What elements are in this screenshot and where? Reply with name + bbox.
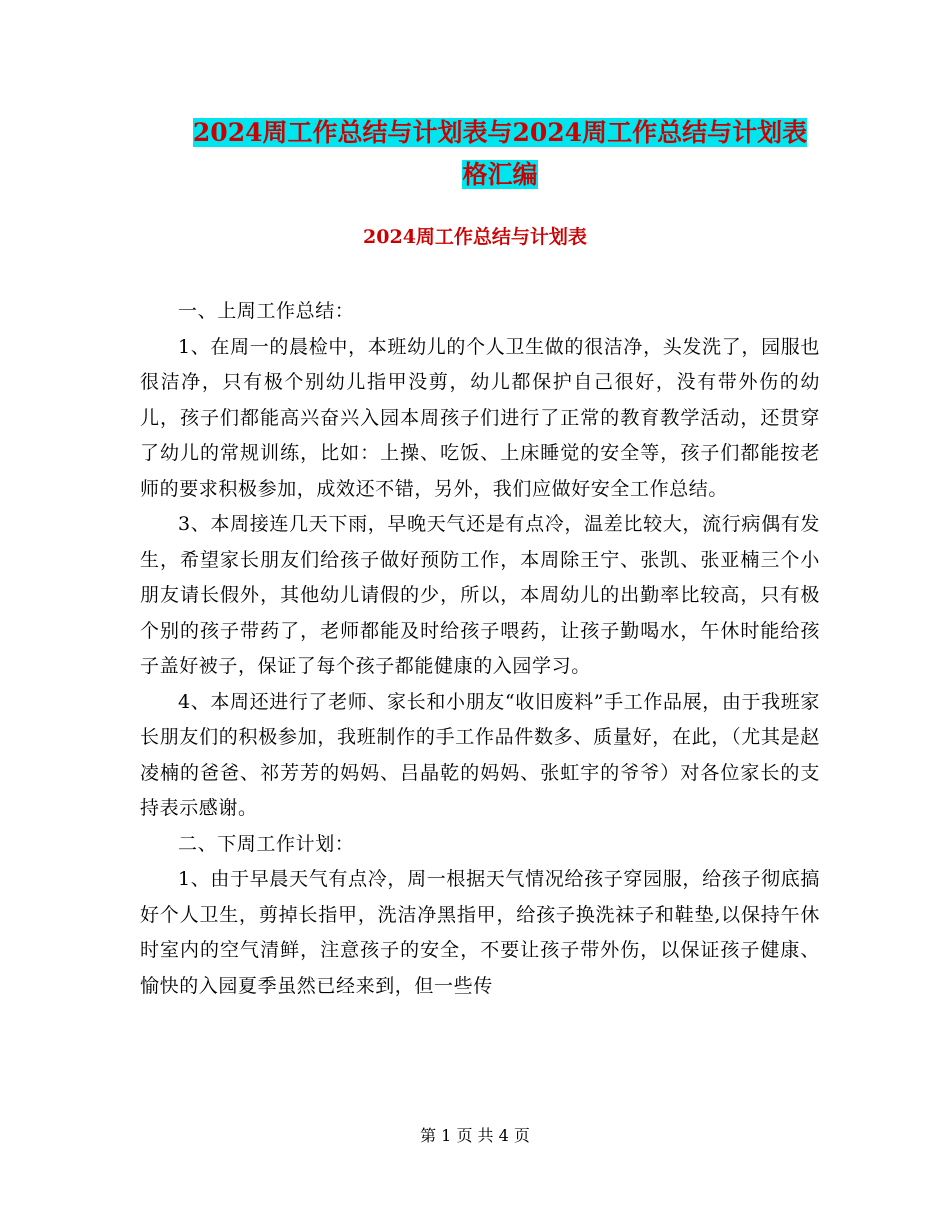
document-body: [140, 294, 820, 1004]
paragraph: 1、由于早晨天气有点冷，周一根据天气情况给孩子穿园服，给孩子彻底搞好个人卫生，剪掉长指甲，洗洁净黑指甲，给孩子换洗袜子和鞋垫,以保持午休时室内的空气清鲜，注意孩子的安全，不要让孩子带外伤，以保证孩子健康、愉快的入园夏季虽然已经来到，但一些传: [140, 868, 820, 997]
paragraph: 3、本周接连几天下雨，早晚天气还是有点冷，温差比较大，流行病偶有发生，希望家长朋友们给孩子做好预防工作，本周除王宁、张凯、张亚楠三个小朋友请长假外，其他幼儿请假的少，所以，本周幼儿的出勤率比较高，只有极个别的孩子带药了，老师都能及时给孩子喂药，让孩子勤喝水，午休时能给孩子盖好被子，保证了每个孩子都能健康的入园学习。: [140, 513, 820, 677]
section-title: 2024周工作总结与计划表: [363, 226, 587, 248]
title-line-2: 格汇编: [462, 160, 538, 189]
paragraph: 4、本周还进行了老师、家长和小朋友“收旧废料”手工作品展，由于我班家长朋友们的积极参加，我班制作的手工作品件数多、质量好，在此，（尤其是赵凌楠的爸爸、祁芳芳的妈妈、吕晶乾的妈妈、张虹宇的爷爷）对各位家长的支持表示感谢。: [140, 690, 820, 819]
page-footer: 第 1 页 共 4 页: [420, 1126, 530, 1145]
heading-last-week-summary: 一、上周工作总结：: [178, 300, 355, 322]
document-title: [140, 112, 860, 196]
heading-next-week-plan: 二、下周工作计划：: [178, 832, 355, 855]
paragraph: 1、在周一的晨检中，本班幼儿的个人卫生做的很洁净，头发洗了，园服也很洁净，只有极个别幼儿指甲没剪，幼儿都保护自己很好，没有带外伤的幼儿，孩子们都能高兴奋兴入园本周孩子们进行了正常的教育教学活动，还贯穿了幼儿的常规训练，比如：上操、吃饭、上床睡觉的安全等，孩子们都能按老师的要求积极参加，成效还不错，另外，我们应做好安全工作总结。: [140, 335, 820, 500]
title-line-1: 2024周工作总结与计划表与2024周工作总结与计划表: [192, 118, 808, 147]
